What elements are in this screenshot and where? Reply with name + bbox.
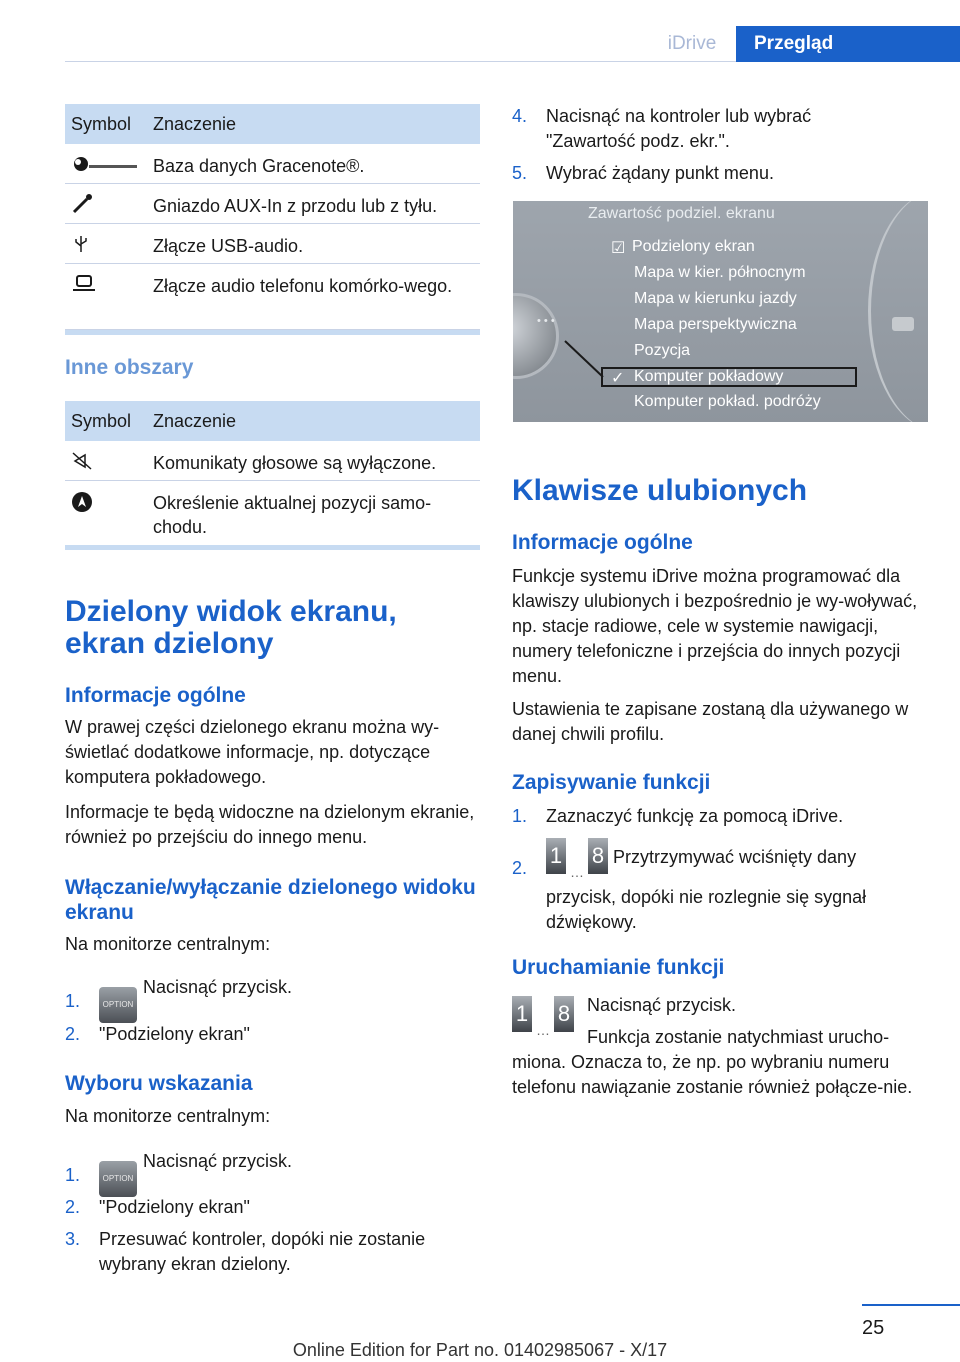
run-line1: Nacisnąć przycisk. (587, 995, 737, 1015)
run-heading: Uruchamianie funkcji (512, 956, 725, 979)
checkbox-icon: ☑ (611, 240, 626, 257)
table-header (65, 104, 480, 144)
list-item: 1. OPTIONNacisnąć przycisk. (65, 989, 480, 1019)
menu-item: Mapa w kierunku jazdy (634, 290, 797, 307)
voice-off-icon (71, 451, 95, 476)
usb-icon (71, 234, 91, 259)
table-end-rule (65, 545, 480, 550)
key-last-icon: 8 (554, 996, 574, 1032)
run-line2: Funkcja zostanie natychmiast urucho- (587, 1027, 890, 1047)
table-header (65, 401, 480, 441)
favorites-general-p1: Funkcje systemu iDrive można programować dla klawiszy ulubionych i bezpośrednio je wy-woływać, np. stacje radiowe, cele w systemie nawigacji, numery telefoniczne i przejścia do innych pozycji menu. (512, 566, 918, 686)
check-icon: ✓ (611, 370, 625, 387)
dots-icon: … (536, 1022, 550, 1038)
favorites-general-heading: Informacje ogólne (512, 531, 693, 554)
menu-item: Pozycja (634, 342, 691, 359)
favorites-general-p2: Ustawienia te zapisane zostaną dla używanego w danej chwili profilu. (512, 699, 909, 744)
menu-item: Mapa perspektywiczna (634, 316, 797, 333)
list-item: 1. Zaznaczyć funkcję za pomocą iDrive. (512, 806, 844, 826)
toggle-heading: Włączanie/wyłączanie dzielonego widoku ekranu (65, 876, 476, 924)
page-number: 25 (862, 1317, 885, 1339)
footer-rule (862, 1304, 960, 1306)
list-item: 2. "Podzielony ekran" (65, 1197, 250, 1217)
table-row: Baza danych Gracenote®. (65, 144, 480, 184)
controller-knob-icon (513, 293, 559, 379)
split-screen-menu-screenshot (513, 201, 928, 422)
screen-arc (868, 201, 928, 422)
option-small-icon (892, 317, 914, 331)
table-row: Gniazdo AUX-In z przodu lub z tyłu. (65, 184, 480, 224)
other-areas-table (65, 401, 480, 550)
key-last-icon: 8 (588, 838, 608, 874)
list-item: 5. Wybrać żądany punkt menu. (512, 163, 774, 183)
table-row: Złącze audio telefonu komórko-wego. (65, 264, 480, 330)
select-heading: Wyboru wskazania (65, 1072, 253, 1095)
table-row: Złącze USB-audio. (65, 224, 480, 264)
key-first-icon: 1 (546, 838, 566, 874)
split-screen-title: Dzielony widok ekranu, ekran dzielony (65, 595, 397, 660)
list-item: 3. Przesuwać kontroler, dopóki nie zostanie wybrany ekran dzielony. (65, 1229, 426, 1274)
run-keys (512, 996, 574, 1038)
list-item: 4. Nacisnąć na kontroler lub wybrać "Zawartość podz. ekr.". (512, 106, 812, 151)
toggle-intro: Na monitorze centralnym: (65, 934, 271, 954)
select-intro: Na monitorze centralnym: (65, 1106, 271, 1126)
split-general-heading: Informacje ogólne (65, 684, 246, 707)
symbol-table (65, 104, 480, 335)
dots-icon: … (570, 864, 584, 880)
gracenote-icon (71, 154, 141, 179)
menu-item: Mapa w kier. północnym (634, 264, 806, 281)
key-first-icon: 1 (512, 996, 532, 1032)
header-section: iDrive (667, 33, 717, 54)
save-heading: Zapisywanie funkcji (512, 771, 711, 794)
run-paragraph: miona. Oznacza to, że np. po wybraniu numeru telefonu nawiązanie zostanie również połącze-nie. (512, 1052, 913, 1097)
pointer-line (563, 339, 605, 379)
col-symbol: Symbol (71, 114, 132, 134)
option-button-icon: OPTION (99, 1161, 137, 1197)
favorites-title: Klawisze ulubionych (512, 474, 808, 507)
list-item: 1. OPTIONNacisnąć przycisk. (65, 1163, 480, 1193)
menu-item-selected: Komputer pokładowy (634, 368, 784, 385)
split-general-p1: W prawej części dzielonego ekranu można wy-świetlać dodatkowe informacje, np. dotyczące komputera pokładowego. (65, 717, 440, 787)
selection-frame (601, 367, 857, 387)
edition-line: Online Edition for Part no. 01402985067 - X/17 (292, 1340, 668, 1360)
position-icon (71, 491, 93, 518)
list-item: 2. 1…8 Przytrzymywać wciśnięty dany przycisk, dopóki nie rozlegnie się sygnał dźwiękowy. (512, 856, 927, 931)
back-dots-icon: • • • (537, 315, 555, 327)
split-general-p2: Informacje te będą widoczne na dzielonym ekranie, również po przejściu do innego menu. (65, 802, 475, 847)
table-row: Określenie aktualnej pozycji samo-chodu. (65, 481, 480, 545)
aux-jack-icon (71, 194, 95, 219)
other-areas-heading: Inne obszary (65, 356, 194, 379)
menu-item: Komputer pokład. podróży (634, 393, 821, 410)
table-row: Komunikaty głosowe są wyłączone. (65, 441, 480, 481)
table-end-rule (65, 330, 480, 335)
phone-audio-icon (71, 274, 97, 299)
col-meaning: Znaczenie (153, 411, 237, 431)
option-button-icon: OPTION (99, 987, 137, 1023)
menu-item: Podzielony ekran (632, 238, 755, 255)
list-item: 2. "Podzielony ekran" (65, 1024, 250, 1044)
col-symbol: Symbol (71, 411, 132, 431)
screen-title: Zawartość podziel. ekranu (588, 205, 775, 222)
header-chapter: Przegląd (736, 26, 960, 62)
col-meaning: Znaczenie (153, 114, 237, 134)
